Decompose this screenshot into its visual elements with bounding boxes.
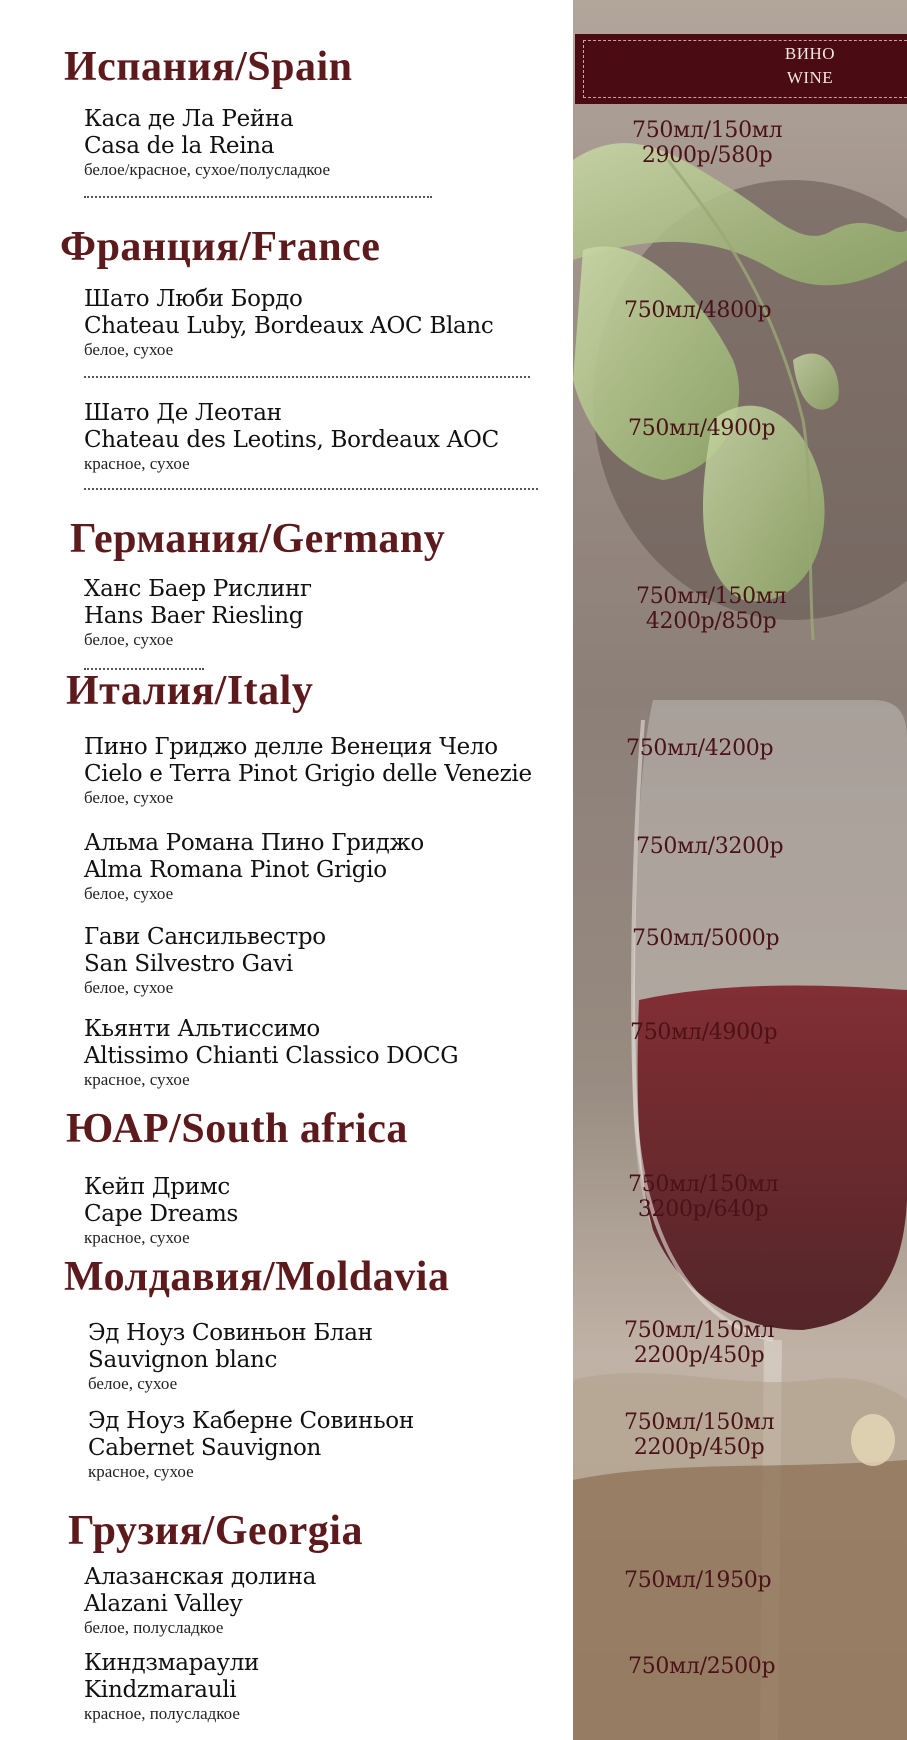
wine-item xyxy=(84,1016,458,1090)
wine-item xyxy=(84,576,312,650)
wine-price xyxy=(632,118,782,168)
wine-description: белое, сухое xyxy=(84,978,174,997)
wine-item xyxy=(88,1320,373,1394)
price-amount: 2200р/450р xyxy=(633,1343,765,1368)
wine-name-ru: Кьянти Альтиссимо xyxy=(84,1016,320,1042)
wine-item xyxy=(84,286,494,360)
badge-title-en: WINE xyxy=(786,68,834,87)
wine-item xyxy=(84,830,424,904)
price-volume: 750мл/5000р xyxy=(632,926,780,951)
wine-price xyxy=(628,416,775,441)
wine-name-ru: Эд Ноуз Совиньон Блан xyxy=(88,1320,373,1346)
wine-price xyxy=(632,926,779,951)
price-volume: 750мл/150мл xyxy=(624,1410,775,1435)
price-volume: 750мл/4800р xyxy=(624,298,772,323)
wine-description: белое, сухое xyxy=(84,884,174,903)
wine-price xyxy=(624,1568,771,1593)
price-volume: 750мл/150мл xyxy=(636,584,787,609)
wine-name-en: Sauvignon blanc xyxy=(88,1347,278,1373)
wine-name-en: Cape Dreams xyxy=(84,1201,239,1227)
wine-price xyxy=(636,584,786,634)
wine-price xyxy=(628,1654,775,1679)
country-heading-germany: Германия/Germany xyxy=(70,516,446,562)
wine-name-en: Kindzmarauli xyxy=(84,1677,237,1703)
wine-price xyxy=(630,1020,777,1045)
price-volume: 750мл/1950р xyxy=(624,1568,772,1593)
wine-name-en: Altissimo Chianti Classico DOCG xyxy=(84,1043,459,1069)
wine-glass-photo xyxy=(573,0,907,1740)
wine-name-ru: Гави Сансильвестро xyxy=(84,924,326,950)
wine-description: красное, сухое xyxy=(84,1228,190,1247)
wine-name-ru: Альма Романа Пино Гриджо xyxy=(84,830,424,856)
wine-name-ru: Эд Ноуз Каберне Совиньон xyxy=(88,1408,414,1434)
wine-name-en: San Silvestro Gavi xyxy=(84,951,293,977)
wine-price xyxy=(636,834,783,859)
wine-description: белое, сухое xyxy=(88,1374,178,1393)
background-illustration xyxy=(573,0,907,1740)
dotted-divider xyxy=(84,376,530,378)
price-volume: 750мл/150мл xyxy=(632,118,783,143)
price-volume: 750мл/2500р xyxy=(628,1654,776,1679)
country-heading-south-africa: ЮАР/South africa xyxy=(66,1106,408,1152)
wine-description: красное, сухое xyxy=(88,1462,194,1481)
wine-item xyxy=(88,1408,414,1482)
wine-name-ru: Алазанская долина xyxy=(84,1564,317,1590)
dotted-divider xyxy=(84,196,432,198)
country-heading-italy: Италия/Italy xyxy=(66,668,314,714)
wine-price xyxy=(624,1318,774,1368)
wine-name-ru: Пино Гриджо делле Венеция Чело xyxy=(84,734,498,760)
wine-description: белое, сухое xyxy=(84,340,174,359)
wine-description: белое, сухое xyxy=(84,630,174,649)
wine-price xyxy=(624,298,771,323)
wine-name-ru: Ханс Баер Рислинг xyxy=(84,576,312,602)
country-heading-moldavia: Молдавия/Moldavia xyxy=(64,1254,450,1300)
badge-border xyxy=(583,40,907,98)
wine-name-en: Cabernet Sauvignon xyxy=(88,1435,322,1461)
wine-item xyxy=(84,106,330,180)
wine-price xyxy=(626,736,773,761)
country-heading-france: Франция/France xyxy=(60,224,381,270)
wine-item xyxy=(84,400,499,474)
dotted-divider xyxy=(84,488,538,490)
wine-description: белое, полусладкое xyxy=(84,1618,224,1637)
wine-name-en: Chateau des Leotins, Bordeaux AOC xyxy=(84,427,499,453)
wine-description: белое, сухое xyxy=(84,788,174,807)
wine-name-ru: Шато Де Леотан xyxy=(84,400,282,426)
price-amount: 3200р/640р xyxy=(637,1197,769,1222)
price-volume: 750мл/4200р xyxy=(626,736,774,761)
badge-title-ru: ВИНО xyxy=(784,44,836,63)
price-amount: 4200р/850р xyxy=(645,609,777,634)
wine-item xyxy=(84,734,532,808)
wine-description: белое/красное, сухое/полусладкое xyxy=(84,160,331,179)
wine-name-en: Alma Romana Pinot Grigio xyxy=(84,857,387,883)
price-volume: 750мл/4900р xyxy=(630,1020,778,1045)
wine-price xyxy=(624,1410,774,1460)
wine-section-badge xyxy=(575,34,907,104)
price-volume: 750мл/150мл xyxy=(628,1172,779,1197)
wine-name-en: Hans Baer Riesling xyxy=(84,603,304,629)
wine-item xyxy=(84,924,326,998)
wine-description: красное, полусладкое xyxy=(84,1704,240,1723)
wine-name-ru: Каса де Ла Рейна xyxy=(84,106,294,132)
wine-name-ru: Кейп Дримс xyxy=(84,1174,230,1200)
country-heading-georgia: Грузия/Georgia xyxy=(68,1508,363,1554)
wine-name-ru: Шато Люби Бордо xyxy=(84,286,303,312)
wine-name-en: Casa de la Reina xyxy=(84,133,275,159)
wine-name-en: Chateau Luby, Bordeaux AOC Blanc xyxy=(84,313,494,339)
country-heading-spain: Испания/Spain xyxy=(64,44,353,90)
wine-item xyxy=(84,1650,259,1724)
wine-name-ru: Киндзмараули xyxy=(84,1650,260,1676)
wine-description: красное, сухое xyxy=(84,454,190,473)
wine-item xyxy=(84,1174,238,1248)
price-amount: 2200р/450р xyxy=(633,1435,765,1460)
wine-item xyxy=(84,1564,316,1638)
wine-price xyxy=(628,1172,778,1222)
wine-name-en: Alazani Valley xyxy=(84,1591,243,1617)
price-amount: 2900р/580р xyxy=(641,143,773,168)
price-volume: 750мл/3200р xyxy=(636,834,784,859)
price-volume: 750мл/150мл xyxy=(624,1318,775,1343)
price-volume: 750мл/4900р xyxy=(628,416,776,441)
wine-name-en: Cielo e Terra Pinot Grigio delle Venezie xyxy=(84,761,532,787)
wine-description: красное, сухое xyxy=(84,1070,190,1089)
